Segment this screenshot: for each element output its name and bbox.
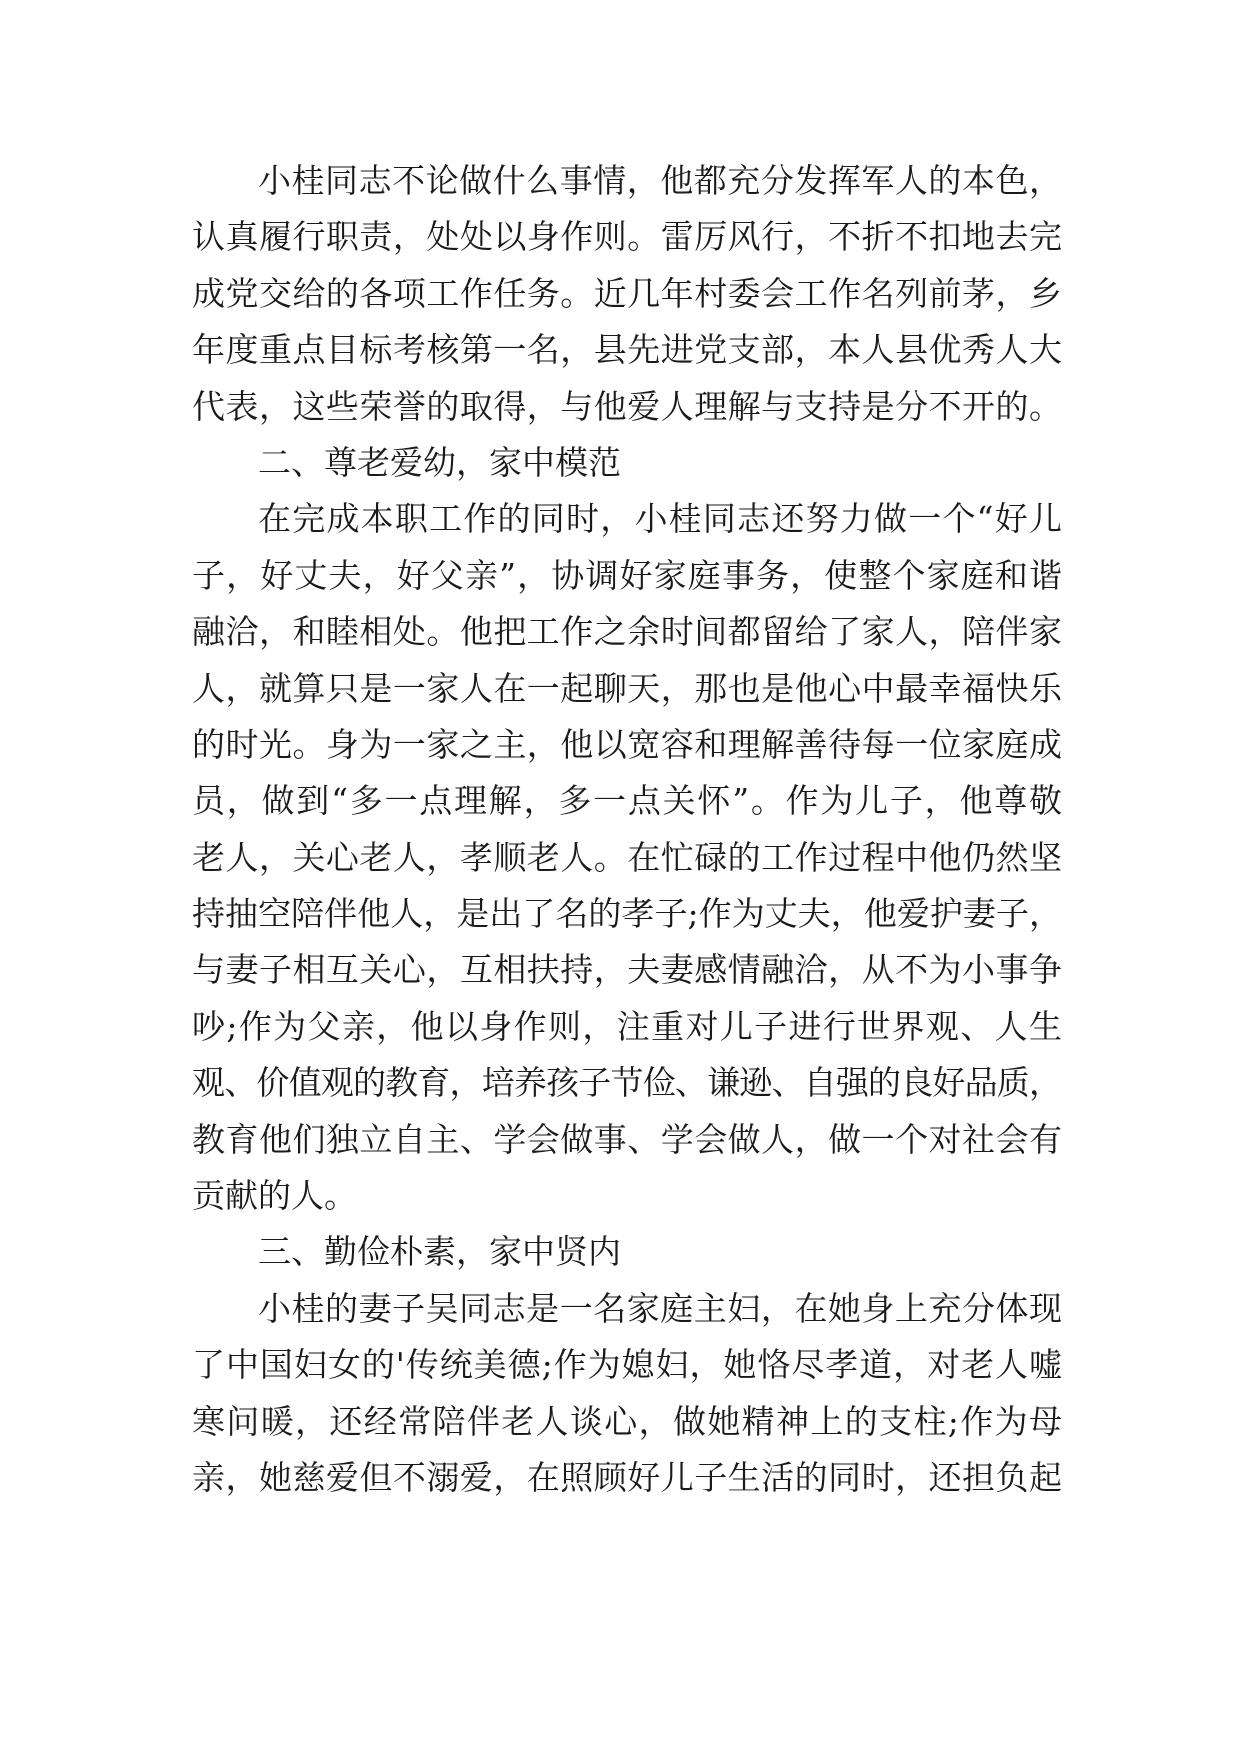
text-line: 二、尊老爱幼，家中模范	[258, 442, 621, 482]
text-line: 三、勤俭朴素，家中贤内	[258, 1232, 621, 1272]
text-line: 观、价值观的教育，培养孩子节俭、谦逊、自强的良好品质，	[192, 1063, 1062, 1103]
text-line: 小桂同志不论做什么事情，他都充分发挥军人的本色，	[258, 161, 1063, 200]
text-line: 子，好丈夫，好父亲”，协调好家庭事务，使整个家庭和谐	[192, 555, 1064, 595]
text-line: 员，做到“多一点理解，多一点关怀”。作为儿子，他尊敬	[192, 781, 1064, 821]
text-line: 人，就算只是一家人在一起聊天，那也是他心中最幸福快乐	[192, 668, 1063, 708]
text-line: 成党交给的各项工作任务。近几年村委会工作名列前茅，乡	[192, 273, 1063, 313]
text-line: 代表，这些荣誉的取得，与他爱人理解与支持是分不开的。	[192, 386, 1063, 426]
text-line: 小桂的妻子吴同志是一名家庭主妇，在她身上充分体现	[258, 1288, 1063, 1328]
text-line: 吵;作为父亲，他以身作则，注重对儿子进行世界观、人生	[192, 1006, 1064, 1046]
text-line: 亲，她慈爱但不溺爱，在照顾好儿子生活的同时，还担负起	[192, 1457, 1063, 1497]
document-body	[192, 153, 1062, 1506]
text-line: 年度重点目标考核第一名，县先进党支部，本人县优秀人大	[192, 330, 1063, 370]
text-line: 教育他们独立自主、学会做事、学会做人，做一个对社会有	[192, 1119, 1063, 1159]
text-line: 贡献的人。	[192, 1176, 357, 1216]
text-line: 融洽，和睦相处。他把工作之余时间都留给了家人，陪伴家	[192, 612, 1063, 652]
text-line: 在完成本职工作的同时，小桂同志还努力做一个“好儿	[258, 499, 1064, 539]
text-line: 寒问暖，还经常陪伴老人谈心，做她精神上的支柱;作为母	[192, 1401, 1064, 1441]
text-line: 认真履行职责，处处以身作则。雷厉风行，不折不扣地去完	[192, 217, 1063, 257]
text-line: 的时光。身为一家之主，他以宽容和理解善待每一位家庭成	[192, 724, 1063, 764]
text-line: 了中国妇女的'传统美德;作为媳妇，她恪尽孝道，对老人嘘	[192, 1345, 1063, 1385]
text-line: 与妻子相互关心，互相扶持，夫妻感情融洽，从不为小事争	[192, 950, 1063, 990]
text-line: 持抽空陪伴他人，是出了名的孝子;作为丈夫，他爱护妻子，	[192, 894, 1063, 934]
text-line: 老人，关心老人，孝顺老人。在忙碌的工作过程中他仍然坚	[192, 837, 1063, 877]
